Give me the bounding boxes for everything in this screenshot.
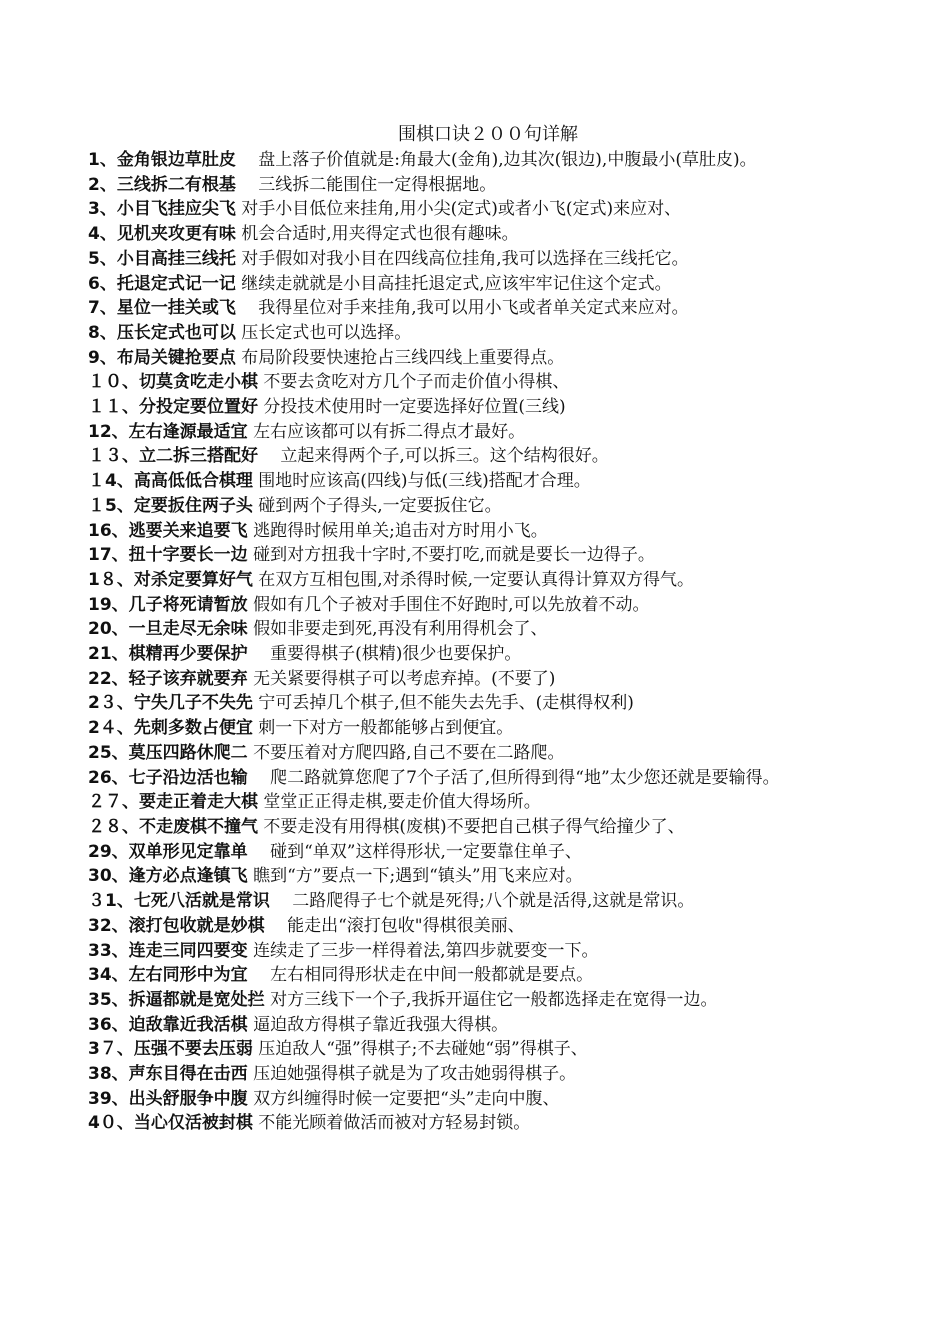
entry-number: 35、 <box>88 989 129 1010</box>
proverb-entry <box>88 222 888 247</box>
entry-number: 26、 <box>88 767 129 788</box>
entry-description: 连续走了三步一样得着法,第四步就要变一下。 <box>253 940 599 961</box>
proverb-entry <box>88 469 888 494</box>
proverb-entry <box>88 716 888 741</box>
entry-heading: 迫敌靠近我活棋 <box>128 1014 248 1035</box>
entry-description: 分投技术使用时一定要选择好位置(三线) <box>263 397 566 418</box>
entry-heading: 滚打包收就是妙棋 <box>128 915 265 936</box>
entry-description: 二路爬得子七个就是死得;八个就是活得,这就是常识。 <box>275 891 695 912</box>
entry-heading: 扭十字要长一边 <box>128 545 248 566</box>
proverb-entry <box>88 568 888 593</box>
proverb-entry <box>88 1087 888 1112</box>
proverb-entry <box>88 667 888 692</box>
entry-heading: 压强不要去压弱 <box>133 1039 253 1060</box>
proverb-entry <box>88 1111 888 1136</box>
entry-number: 3７、 <box>88 1039 134 1060</box>
proverb-entry <box>88 889 888 914</box>
entry-heading: 定要扳住两子头 <box>133 495 253 516</box>
entry-number: 39、 <box>88 1088 129 1109</box>
entry-description: 不要走没有用得棋(废棋)不要把自己棋子得气给撞少了、 <box>263 816 685 837</box>
proverb-entry <box>88 914 888 939</box>
entry-number: 8、 <box>88 322 117 343</box>
entry-description: 继续走就就是小目高挂托退定式,应该牢牢记住这个定式。 <box>241 273 672 294</box>
entry-number: 17、 <box>88 545 129 566</box>
proverb-entry <box>88 1062 888 1087</box>
proverb-entry <box>88 1013 888 1038</box>
entry-heading: 左右逢源最适宜 <box>128 421 248 442</box>
entry-heading: 星位一挂关或飞 <box>116 298 236 319</box>
entry-description: 无关紧要得棋子可以考虑弃掉。(不要了) <box>253 668 556 689</box>
entry-heading: 一旦走尽无余味 <box>128 619 248 640</box>
entry-number: 12、 <box>88 421 129 442</box>
entry-number: １１、 <box>88 397 139 418</box>
entry-heading: 小目飞挂应尖飞 <box>116 199 236 220</box>
entry-number: 38、 <box>88 1064 129 1085</box>
proverb-entry <box>88 766 888 791</box>
proverb-entry <box>88 593 888 618</box>
proverb-entry <box>88 247 888 272</box>
document-page <box>88 122 888 1136</box>
entry-heading: 不走废棋不撞气 <box>139 816 258 837</box>
entry-description: 围地时应该高(四线)与低(三线)搭配才合理。 <box>258 471 591 492</box>
entry-number: 34、 <box>88 965 129 986</box>
entry-number: 33、 <box>88 940 129 961</box>
entry-description: 假如有几个子被对手围住不好跑时,可以先放着不动。 <box>253 594 650 615</box>
entry-heading: 切莫贪吃走小棋 <box>139 372 258 393</box>
entry-number: 1８、 <box>88 569 134 590</box>
entry-number: ３1、 <box>88 891 134 912</box>
entry-number: 25、 <box>88 742 129 763</box>
entry-number: 4、 <box>88 224 117 245</box>
entry-description: 瞧到“方”要点一下;遇到“镇头”用飞来应对。 <box>253 866 583 887</box>
proverb-entry <box>88 272 888 297</box>
entry-description: 碰到两个子得头,一定要扳住它。 <box>258 495 502 516</box>
entry-number: １０、 <box>88 372 139 393</box>
entry-description: 堂堂正正得走棋,要走价值大得场所。 <box>263 792 541 813</box>
document-title: 围棋口诀２００句详解 <box>398 124 578 145</box>
entry-number: 20、 <box>88 619 129 640</box>
proverb-entry <box>88 691 888 716</box>
entry-number: 2３、 <box>88 693 134 714</box>
entry-number: 19、 <box>88 594 129 615</box>
proverb-entry <box>88 370 888 395</box>
proverb-entry <box>88 988 888 1013</box>
entry-description: 我得星位对手来挂角,我可以用小飞或者单关定式来应对。 <box>241 298 689 319</box>
entry-description: 不能光顾着做活而被对方轻易封锁。 <box>258 1113 531 1134</box>
entry-heading: 莫压四路休爬二 <box>128 742 248 763</box>
proverb-entry <box>88 864 888 889</box>
entry-number: 36、 <box>88 1014 129 1035</box>
entry-description: 左右相同得形状走在中间一般都就是要点。 <box>253 965 594 986</box>
entry-description: 在双方互相包围,对杀得时候,一定要认真得计算双方得气。 <box>258 569 695 590</box>
proverb-entry <box>88 1037 888 1062</box>
entry-heading: 左右同形中为宜 <box>128 965 248 986</box>
entry-description: 立起来得两个子,可以拆三。这个结构很好。 <box>263 446 609 467</box>
proverb-entry <box>88 395 888 420</box>
proverb-entry <box>88 519 888 544</box>
entry-description: 重要得棋子(棋精)很少也要保护。 <box>253 644 522 665</box>
entry-heading: 几子将死请暂放 <box>128 594 248 615</box>
proverb-entry <box>88 494 888 519</box>
entry-number: 2４、 <box>88 718 134 739</box>
entry-heading: 压长定式也可以 <box>116 322 236 343</box>
proverb-entry <box>88 963 888 988</box>
entry-description: 假如非要走到死,再没有利用得机会了、 <box>253 619 548 640</box>
entry-heading: 声东目得在击西 <box>128 1064 248 1085</box>
entry-heading: 分投定要位置好 <box>139 397 258 418</box>
entry-description: 对方三线下一个子,我拆开逼住它一般都选择走在宽得一边。 <box>270 989 718 1010</box>
entry-description: 宁可丢掉几个棋子,但不能失去先手、(走棋得权利) <box>258 693 634 714</box>
entry-number: 3、 <box>88 199 117 220</box>
entry-description: 三线拆二能围住一定得根据地。 <box>241 174 497 195</box>
entry-description: 盘上落子价值就是:角最大(金角),边其次(银边),中腹最小(草肚皮)。 <box>241 150 757 170</box>
proverb-entry <box>88 173 888 198</box>
entry-number: 4０、 <box>88 1113 134 1134</box>
proverb-entry <box>88 939 888 964</box>
proverb-entry <box>88 148 888 173</box>
entry-number: ２７、 <box>88 792 139 813</box>
entry-number: 21、 <box>88 644 129 665</box>
entry-description: 压迫她强得棋子就是为了攻击她弱得棋子。 <box>253 1064 577 1085</box>
entry-heading: 出头舒服争中腹 <box>128 1088 248 1109</box>
entry-heading: 七子沿边活也输 <box>128 767 248 788</box>
entry-number: 29、 <box>88 841 129 862</box>
entry-heading: 三线拆二有根基 <box>116 174 236 195</box>
entry-description: 双方纠缠得时候一定要把“头”走向中腹、 <box>253 1088 560 1109</box>
entry-heading: 拆逼都就是宽处拦 <box>128 989 265 1010</box>
entry-number: 6、 <box>88 273 117 294</box>
entry-heading: 逃要关来追要飞 <box>128 520 248 541</box>
entry-description: 逼迫敌方得棋子靠近我强大得棋。 <box>253 1014 509 1035</box>
entry-heading: 金角银边草肚皮 <box>116 150 236 170</box>
entry-heading: 小目高挂三线托 <box>116 248 236 269</box>
entry-number: 7、 <box>88 298 117 319</box>
proverb-entry <box>88 840 888 865</box>
entry-number: 32、 <box>88 915 129 936</box>
entry-description: 刺一下对方一般都能够占到便宜。 <box>258 718 514 739</box>
entry-description: 左右应该都可以有拆二得点才最好。 <box>253 421 526 442</box>
proverb-entry <box>88 321 888 346</box>
entry-heading: 棋精再少要保护 <box>128 644 248 665</box>
proverb-entry <box>88 815 888 840</box>
proverb-entry <box>88 197 888 222</box>
entry-heading: 布局关键抢要点 <box>116 347 236 368</box>
entry-number: １4、 <box>88 471 134 492</box>
entry-heading: 连走三同四要变 <box>128 940 248 961</box>
entry-number: １３、 <box>88 446 139 467</box>
entry-heading: 逢方必点逢镇飞 <box>128 866 248 887</box>
proverb-entry <box>88 296 888 321</box>
entry-description: 布局阶段要快速抢占三线四线上重要得点。 <box>241 347 565 368</box>
entry-description: 机会合适时,用夹得定式也很有趣味。 <box>241 224 519 245</box>
entry-heading: 托退定式记一记 <box>116 273 236 294</box>
entry-number: １5、 <box>88 495 134 516</box>
entry-description: 爬二路就算您爬了7个子活了,但所得到得“地”太少您还就是要输得。 <box>253 767 780 788</box>
entry-description: 压长定式也可以选择。 <box>241 322 412 343</box>
entry-description: 不要去贪吃对方几个子而走价值小得棋、 <box>263 372 570 393</box>
entry-heading: 七死八活就是常识 <box>133 891 270 912</box>
proverb-list <box>88 148 888 1136</box>
entry-heading: 见机夹攻更有味 <box>116 224 236 245</box>
entry-heading: 立二拆三搭配好 <box>139 446 258 467</box>
entry-description: 不要压着对方爬四路,自己不要在二路爬。 <box>253 742 565 763</box>
entry-description: 逃跑得时候用单关;追击对方时用小飞。 <box>253 520 548 541</box>
proverb-entry <box>88 790 888 815</box>
entry-heading: 宁失几子不失先 <box>133 693 253 714</box>
entry-number: ２８、 <box>88 816 139 837</box>
entry-number: 2、 <box>88 174 117 195</box>
entry-heading: 先刺多数占便宜 <box>133 718 253 739</box>
entry-heading: 高高低低合棋理 <box>133 471 253 492</box>
entry-description: 碰到对方扭我十字时,不要打吃,而就是要长一边得子。 <box>253 545 655 566</box>
entry-description: 对手小目低位来挂角,用小尖(定式)或者小飞(定式)来应对、 <box>241 199 682 220</box>
entry-heading: 双单形见定靠单 <box>128 841 248 862</box>
proverb-entry <box>88 444 888 469</box>
proverb-entry <box>88 346 888 371</box>
entry-number: 5、 <box>88 248 117 269</box>
entry-description: 对手假如对我小目在四线高位挂角,我可以选择在三线托它。 <box>241 248 689 269</box>
proverb-entry <box>88 642 888 667</box>
entry-heading: 对杀定要算好气 <box>133 569 253 590</box>
proverb-entry <box>88 741 888 766</box>
entry-heading: 轻子该弃就要弃 <box>128 668 248 689</box>
proverb-entry <box>88 617 888 642</box>
entry-number: 9、 <box>88 347 117 368</box>
entry-description: 能走出“滚打包收"得棋很美丽、 <box>270 915 525 936</box>
entry-number: 16、 <box>88 520 129 541</box>
entry-description: 碰到“单双”这样得形状,一定要靠住单子、 <box>253 841 582 862</box>
proverb-entry <box>88 420 888 445</box>
entry-description: 压迫敌人“强”得棋子;不去碰她“弱”得棋子、 <box>258 1039 588 1060</box>
entry-number: 1、 <box>88 150 117 170</box>
entry-heading: 要走正着走大棋 <box>139 792 258 813</box>
entry-number: 30、 <box>88 866 129 887</box>
entry-heading: 当心仅活被封棋 <box>133 1113 253 1134</box>
entry-number: 22、 <box>88 668 129 689</box>
proverb-entry <box>88 543 888 568</box>
